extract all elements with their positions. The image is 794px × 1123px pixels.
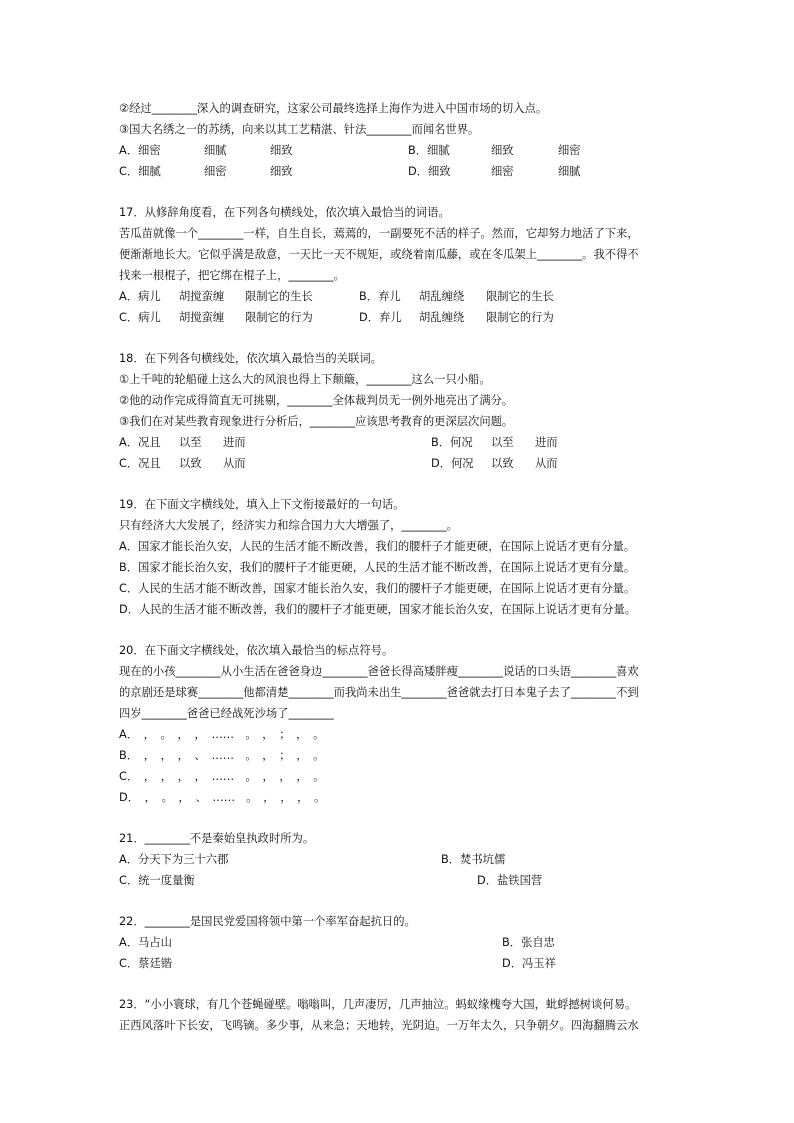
q16-options-ab [119,140,679,161]
q21-options-ab [119,849,679,870]
q18-option-c-2: 以致 [179,457,202,470]
q17-option-a-2: 胡搅蛮缠 [179,290,225,303]
q20-passage-3: 四岁________爸爸已经战死沙场了________ [119,707,334,720]
q21-option-d: D．盐铁国营 [477,874,543,887]
q16-option-b-1: B．细腻 [408,144,450,157]
q18-sentence-3: ③我们在对某些教育现象进行分析后，________应该思考教育的更深层次问题。 [119,415,514,428]
q16-option-b-2: 细致 [491,144,514,157]
q16-option-c-2: 细密 [204,165,227,178]
q16-sentence-3: ③国大名绣之一的苏绣，向来以其工艺精湛、针法________而闻名世界。 [119,123,480,136]
q16-option-d-1: D．细致 [408,165,451,178]
q16-sentence-2: ②经过________深入的调查研究，这家公司最终选择上海作为进入中国市场的切入点。 [119,102,548,115]
q21-option-b: B．焚书坑儒 [441,853,506,866]
q17-stem: 17．从修辞角度看，在下列各句横线处，依次填入最恰当的词语。 [119,206,450,219]
q20-option-c: C． ， ， ， ， …… 。 ， ， ， 。 [119,770,325,783]
q17-option-a-3: 限制它的生长 [245,290,313,303]
q18-option-a-3: 进而 [223,436,246,449]
q17-options-cd [119,307,679,328]
q17-option-b-3: 限制它的生长 [486,290,554,303]
q18-option-b-2: 以至 [491,436,514,449]
q18-options-cd [119,453,679,474]
q20-option-d: D． ， 。 ， 、 …… 。 ， ， ， 。 [119,791,326,804]
q17-option-a-1: A．病儿 [119,290,161,303]
q22-option-d: D．冯玉祥 [502,957,556,970]
q18-option-a-2: 以至 [179,436,202,449]
q17-option-d-1: D．弃儿 [359,311,402,324]
q18-sentence-1: ①上千吨的轮船碰上这么大的风浪也得上下颠簸，________这么一只小船。 [119,373,491,386]
q17-option-b-2: 胡乱缠绕 [419,290,465,303]
q17-options-ab [119,286,679,307]
q23-passage-1: 23．“小小寰球，有几个苍蝇碰壁。嗡嗡叫，几声凄厉，几声抽泣。蚂蚁缘槐夸大国，蚍蜉撼树谈何易。 [119,998,637,1011]
q16-option-c-1: C．细腻 [119,165,161,178]
q17-passage-1: 苦瓜苗就像一个________一样，自生自长，蔫蔫的，一副要死不活的样子。然而，它却努力地活了下来， [119,227,639,240]
q16-option-d-2: 细密 [491,165,514,178]
q17-option-c-2: 胡搅蛮缠 [179,311,225,324]
q21-option-a: A．分天下为三十六郡 [119,853,229,866]
q21-options-cd [119,870,679,891]
q20-passage-1: 现在的小孩________从小生活在爸爸身边________爸爸长得高矮胖瘦________说话的口头语________喜欢 [119,665,639,678]
q19-option-a: A．国家才能长治久安，人民的生活才能不断改善，我们的腰杆子才能更硬，在国际上说话才更有分量。 [119,540,636,553]
q17-passage-2: 便渐渐地长大。它似乎满是敌意，一天比一天不规矩，或绕着南瓜藤，或在冬瓜架上________。我不得不 [119,248,639,261]
q18-option-d-3: 从而 [535,457,558,470]
q19-stem: 19．在下面文字横线处，填入上下文衔接最好的一句话。 [119,498,405,511]
q18-option-d-2: 以致 [491,457,514,470]
q17-option-b-1: B．弃儿 [359,290,401,303]
q18-option-c-3: 从而 [223,457,246,470]
q18-option-a-1: A．况且 [119,436,161,449]
q20-passage-2: 的京剧还是球赛________他都清楚________而我尚未出生________爸爸就去打日本鬼子去了________不到 [119,686,639,699]
q22-stem: 22．________是国民党爱国将领中第一个率军奋起抗日的。 [119,915,416,928]
q17-option-c-1: C．病儿 [119,311,161,324]
q18-option-b-3: 进而 [535,436,558,449]
q17-option-d-3: 限制它的行为 [486,311,554,324]
q16-option-d-3: 细腻 [558,165,581,178]
q21-option-c: C．统一度量衡 [119,874,195,887]
q19-passage: 只有经济大大发展了，经济实力和综合国力大大增强了，________。 [119,519,458,532]
q22-options-cd [119,953,679,974]
q19-option-b: B．国家才能长治久安，我们的腰杆子才能更硬，人民的生活才能不断改善，在国际上说话才更有分量。 [119,561,636,574]
q22-option-b: B．张自忠 [502,936,555,949]
q17-option-c-3: 限制它的行为 [245,311,313,324]
q22-options-ab [119,932,679,953]
q20-option-b: B． ， ， ， 、 …… 。 ， ； ， 。 [119,749,325,762]
exam-page [119,98,679,1036]
q16-option-c-3: 细致 [270,165,293,178]
q16-option-a-3: 细致 [270,144,293,157]
q23-passage-2: 正西风落叶下长安，飞鸣镝。多少事，从来急；天地转，光阴迫。一万年太久，只争朝夕。四海翻腾云水 [119,1019,639,1032]
q18-option-c-1: C．况且 [119,457,161,470]
q18-options-ab [119,432,679,453]
q18-option-b-1: B．何况 [431,436,473,449]
q18-sentence-2: ②他的动作完成得简直无可挑剔，________全体裁判员无一例外地亮出了满分。 [119,394,514,407]
q17-option-d-2: 胡乱缠绕 [419,311,465,324]
q16-options-cd [119,161,679,182]
q22-option-c: C．蔡廷锴 [119,957,173,970]
q19-option-d: D．人民的生活才能不断改善，我们的腰杆子才能更硬，国家才能长治久安，在国际上说话才更有分量。 [119,603,637,616]
q16-option-a-1: A．细密 [119,144,161,157]
q21-stem: 21．________不是秦始皇执政时所为。 [119,832,315,845]
q19-option-c: C．人民的生活才能不断改善，国家才能长治久安，我们的腰杆子才能更硬，在国际上说话才更有分量。 [119,582,636,595]
q16-option-a-2: 细腻 [204,144,227,157]
q22-option-a: A．马占山 [119,936,172,949]
q20-option-a: A． ， 。 ， ， …… 。 ， ； ， 。 [119,728,325,741]
q18-option-d-1: D．何况 [431,457,474,470]
q16-option-b-3: 细密 [558,144,581,157]
q20-stem: 20．在下面文字横线处，依次填入最恰当的标点符号。 [119,644,394,657]
q18-stem: 18．在下列各句横线处，依次填入最恰当的关联词。 [119,352,382,365]
q17-passage-3: 找来一根棍子，把它绑在棍子上，________。 [119,269,345,282]
